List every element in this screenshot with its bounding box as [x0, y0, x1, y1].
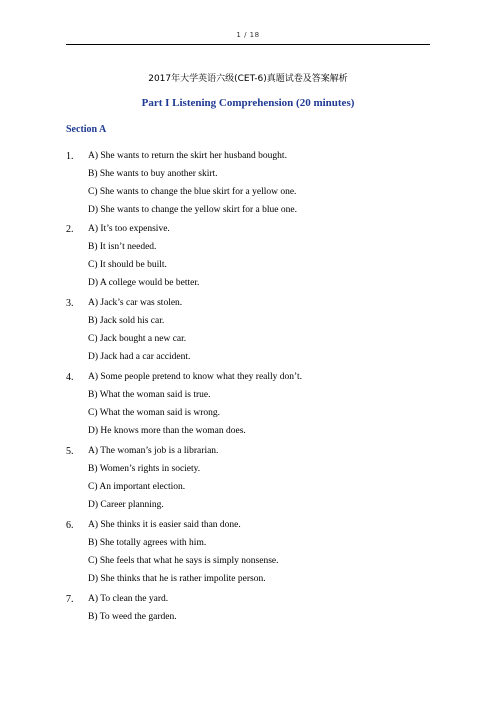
option-d: D) He knows more than the woman does.	[88, 426, 246, 436]
option-b: B) Women’s rights in society.	[88, 464, 201, 474]
option-d: D) She wants to change the yellow skirt for a blue one.	[88, 205, 297, 215]
option-d: D) Jack had a car accident.	[88, 352, 191, 362]
option-b: B) It isn’t needed.	[88, 242, 157, 252]
section-heading: Section A	[66, 124, 107, 135]
option-d: D) Career planning.	[88, 500, 164, 510]
question-number: 4.	[66, 372, 74, 383]
option-a: A) To clean the yard.	[88, 594, 169, 604]
option-b: B) Jack sold his car.	[88, 316, 165, 326]
option-b: B) To weed the garden.	[88, 612, 177, 622]
option-a: A) It’s too expensive.	[88, 224, 170, 234]
option-b: B) What the woman said is true.	[88, 390, 211, 400]
option-b: B) She totally agrees with him.	[88, 538, 207, 548]
option-a: A) She wants to return the skirt her husband bought.	[88, 151, 287, 161]
question-number: 6.	[66, 520, 74, 531]
option-c: C) She feels that what he says is simply nonsense.	[88, 556, 279, 566]
option-c: C) What the woman said is wrong.	[88, 408, 221, 418]
option-c: C) An important election.	[88, 482, 186, 492]
option-a: A) She thinks it is easier said than done.	[88, 520, 241, 530]
option-a: A) Some people pretend to know what they really don’t.	[88, 372, 303, 382]
option-d: D) She thinks that he is rather impolite person.	[88, 574, 266, 584]
header-rule	[66, 44, 430, 45]
option-a: A) Jack’s car was stolen.	[88, 298, 183, 308]
option-a: A) The woman’s job is a librarian.	[88, 446, 219, 456]
question-number: 3.	[66, 298, 74, 309]
question-number: 1.	[66, 151, 74, 162]
question-number: 5.	[66, 446, 74, 457]
page-number: 1 / 18	[236, 31, 260, 39]
question-number: 7.	[66, 594, 74, 605]
document-title: 2017年大学英语六级(CET-6)真题试卷及答案解析	[148, 74, 348, 84]
option-c: C) It should be built.	[88, 260, 167, 270]
option-d: D) A college would be better.	[88, 278, 200, 288]
question-number: 2.	[66, 224, 74, 235]
option-b: B) She wants to buy another skirt.	[88, 169, 218, 179]
option-c: C) Jack bought a new car.	[88, 334, 187, 344]
option-c: C) She wants to change the blue skirt for a yellow one.	[88, 187, 297, 197]
part-heading: Part I Listening Comprehension (20 minutes)	[141, 97, 355, 109]
